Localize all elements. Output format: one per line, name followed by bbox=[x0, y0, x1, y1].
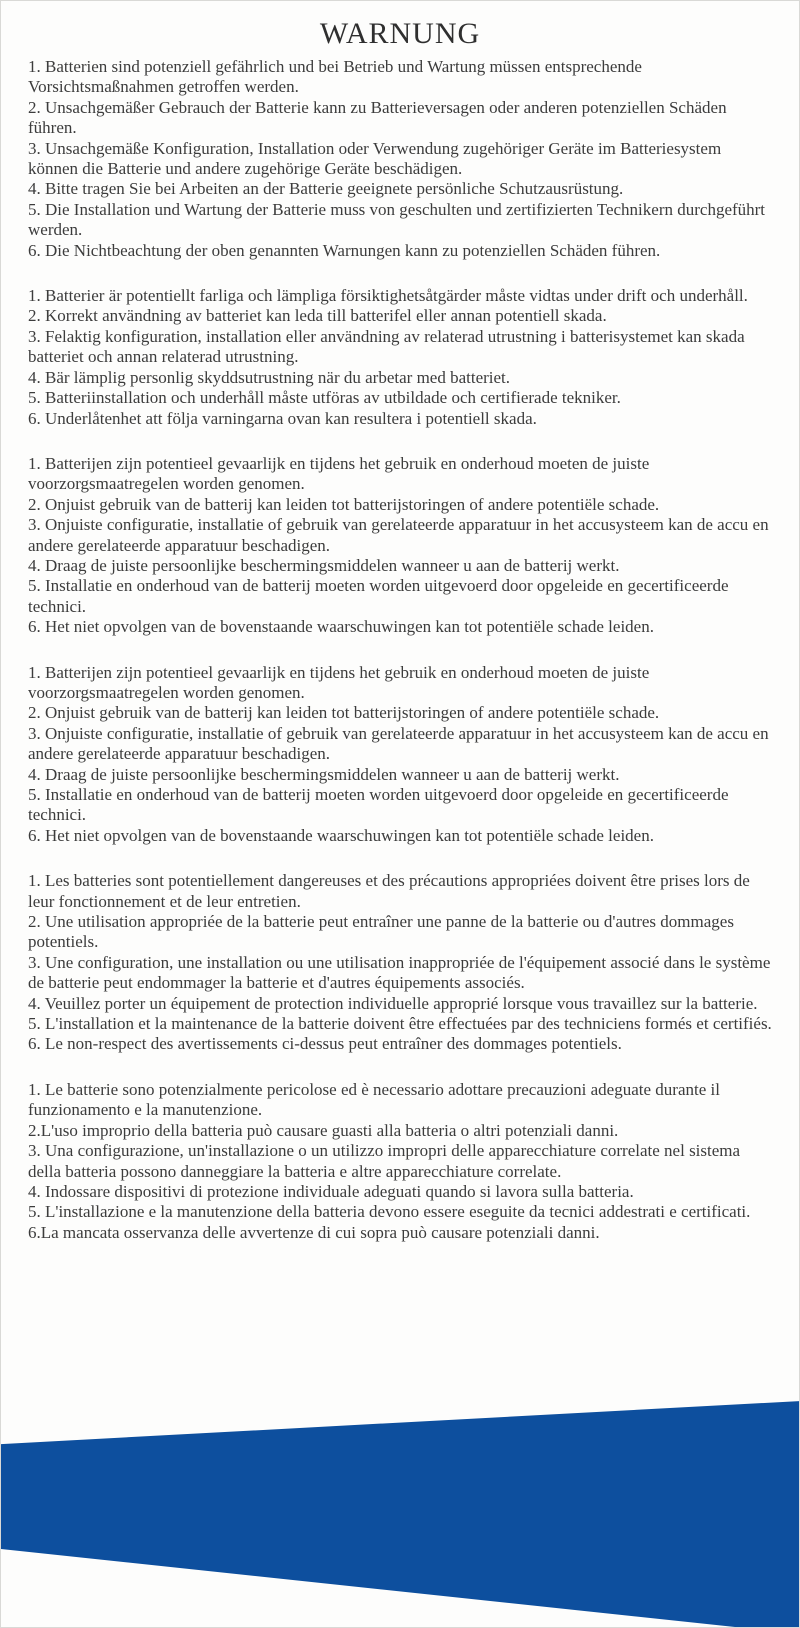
bottom-banner-shape bbox=[1, 1391, 800, 1628]
warning-item: 4. Bär lämplig personlig skyddsutrustning när du arbetar med batteriet. bbox=[28, 367, 511, 387]
warning-item: 6. Underlåtenhet att följa varningarna ovan kan resultera i potentiell skada. bbox=[28, 408, 537, 428]
warning-item: 1. Le batterie sono potenzialmente pericolose ed è necessario adottare precauzioni adeguate durante il funzionamento e la manutenzione. bbox=[28, 1079, 720, 1120]
warning-item: 5. Die Installation und Wartung der Batterie muss von geschulten und zertifizierten Technikern durchgeführt werden. bbox=[28, 199, 766, 240]
warning-item: 1. Batterijen zijn potentieel gevaarlijk en tijdens het gebruik en onderhoud moeten de juiste voorzorgsmaatregelen worden genomen. bbox=[28, 662, 650, 702]
warning-item: 1. Batterier är potentiellt farliga och lämpliga försiktighetsåtgärder måste vidtas under drift och underhåll. bbox=[28, 286, 748, 306]
warning-item: 4. Bitte tragen Sie bei Arbeiten an der Batterie geeignete persönliche Schutzausrüstung. bbox=[28, 179, 624, 199]
warning-item: 4. Draag de juiste persoonlijke beschermingsmiddelen wanneer u aan de batterij werkt. bbox=[28, 555, 620, 575]
warning-item: 2. Korrekt användning av batteriet kan leda till batterifel eller annan potentiell skada. bbox=[28, 306, 607, 326]
warning-item: 3. Una configurazione, un'installazione o un utilizzo impropri delle apparecchiature correlate nel sistema della batteria possono danneggiare la batteria e altre apparecchiature correlate. bbox=[28, 1141, 741, 1181]
warning-item: 3. Unsachgemäße Konfiguration, Installation oder Verwendung zugehöriger Geräte im Batteriesystem können die Batterie und andere zugehörige Geräte beschädigen. bbox=[28, 138, 722, 179]
warning-item: 6.La mancata osservanza delle avvertenze di cui sopra può causare potenziali danni. bbox=[28, 1222, 600, 1242]
warning-item: 6. Le non-respect des avertissements ci-dessus peut entraîner des dommages potentiels. bbox=[28, 1034, 622, 1054]
warning-body bbox=[1, 57, 799, 1243]
warning-item: 1. Les batteries sont potentiellement dangereuses et des précautions appropriées doivent être prises lors de leur fonctionnement et de leur entretien. bbox=[28, 871, 750, 911]
warning-item: 3. Felaktig konfiguration, installation eller användning av relaterad utrustning i batterisystemet kan skada batteriet och annan relaterad utrustning. bbox=[28, 326, 745, 367]
warning-item: 4. Indossare dispositivi di protezione individuale adeguati quando si lavora sulla batteria. bbox=[28, 1181, 634, 1201]
warning-section-french bbox=[28, 871, 772, 1055]
warning-section-german bbox=[28, 57, 772, 261]
warning-section-dutch bbox=[28, 454, 772, 638]
warning-item: 2. Onjuist gebruik van de batterij kan leiden tot batterijstoringen of andere potentiële schade. bbox=[28, 494, 660, 514]
warning-item: 4. Draag de juiste persoonlijke beschermingsmiddelen wanneer u aan de batterij werkt. bbox=[28, 764, 620, 784]
warning-item: 3. Onjuiste configuratie, installatie of gebruik van gerelateerde apparatuur in het accusysteem kan de accu en andere gerelateerde apparatuur beschadigen. bbox=[28, 515, 769, 555]
warning-item: 5. L'installation et la maintenance de la batterie doivent être effectuées par des techniciens formés et certifiés. bbox=[28, 1014, 772, 1034]
warning-section-italian bbox=[28, 1080, 772, 1243]
warning-item: 1. Batterijen zijn potentieel gevaarlijk en tijdens het gebruik en onderhoud moeten de juiste voorzorgsmaatregelen worden genomen. bbox=[28, 453, 650, 494]
warning-item: 6. Het niet opvolgen van de bovenstaande waarschuwingen kan tot potentiële schade leiden. bbox=[28, 825, 654, 845]
warning-item: 2. Onjuist gebruik van de batterij kan leiden tot batterijstoringen of andere potentiële schade. bbox=[28, 703, 660, 723]
warning-item: 5. Installatie en onderhoud van de batterij moeten worden uitgevoerd door opgeleide en gecertificeerde technici. bbox=[28, 576, 729, 616]
warning-item: 2. Unsachgemäßer Gebrauch der Batterie kann zu Batterieversagen oder anderen potenziellen Schäden führen. bbox=[28, 97, 727, 138]
warning-section-dutch-repeat bbox=[28, 663, 772, 847]
warning-item: 3. Une configuration, une installation ou une utilisation inappropriée de l'équipement associé dans le système de batterie peut endommager la batterie et d'autres équipements associés. bbox=[28, 952, 771, 993]
warning-section-swedish bbox=[28, 286, 772, 429]
warning-item: 6. Die Nichtbeachtung der oben genannten Warnungen kann zu potenziellen Schäden führen. bbox=[28, 240, 661, 260]
warning-item: 1. Batterien sind potenziell gefährlich und bei Betrieb und Wartung müssen entsprechende Vorsichtsmaßnahmen getroffen werden. bbox=[28, 57, 642, 97]
warning-item: 2.L'uso improprio della batteria può causare guasti alla batteria o altri potenziali danni. bbox=[28, 1120, 619, 1140]
warning-item: 5. L'installazione e la manutenzione della batteria devono essere eseguite da tecnici addestrati e certificati. bbox=[28, 1202, 751, 1222]
warning-item: 6. Het niet opvolgen van de bovenstaande waarschuwingen kan tot potentiële schade leiden. bbox=[28, 617, 654, 637]
warning-item: 5. Installatie en onderhoud van de batterij moeten worden uitgevoerd door opgeleide en gecertificeerde technici. bbox=[28, 785, 729, 825]
page-title: WARNUNG bbox=[319, 17, 481, 50]
warning-item: 5. Batteriinstallation och underhåll måste utföras av utbildade och certifierade tekniker. bbox=[28, 388, 621, 408]
warning-item: 2. Une utilisation appropriée de la batterie peut entraîner une panne de la batterie ou d'autres dommages potentiels. bbox=[28, 912, 734, 952]
warning-item: 4. Veuillez porter un équipement de protection individuelle approprié lorsque vous travaillez sur la batterie. bbox=[28, 993, 758, 1013]
warning-item: 3. Onjuiste configuratie, installatie of gebruik van gerelateerde apparatuur in het accusysteem kan de accu en andere gerelateerde apparatuur beschadigen. bbox=[28, 723, 769, 764]
